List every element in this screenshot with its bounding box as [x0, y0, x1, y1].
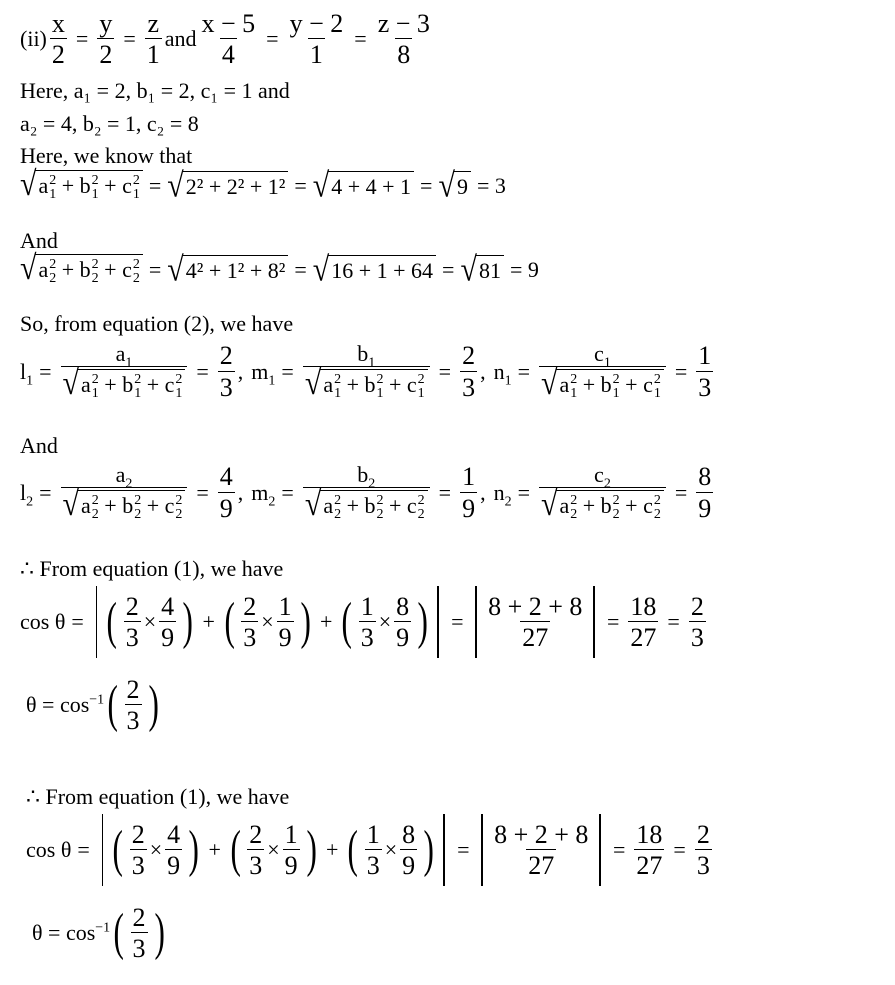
fraction: $b_1$ √ a 2 1 + b 2 1 + c 2 1 [303, 342, 430, 401]
fraction: $\frac{2}{3}$ [462, 341, 476, 402]
radical: √ 2² + 2² + 1² [167, 171, 288, 201]
radical: √ 4² + 1² + 8² [167, 255, 288, 285]
fraction: $\frac{x}{2}$ [51, 9, 65, 70]
cos-theta-equation-1: cos θ = ( 2 3 × 4 9 ) + ( 2 3 × 1 9 ) + ( 1 3 × 8 9 ) = 8 + 2 + 8 27 = $\frac{18}{27}$ = $\frac{2}{3}$ [20, 586, 709, 658]
fraction: $\frac{z}{1}$ [146, 9, 160, 70]
text-line: And [20, 228, 58, 253]
fraction: $a_1$ √ a 2 1 + b 2 1 + c 2 1 [61, 342, 188, 401]
part-label: (ii) [20, 26, 47, 52]
fraction: $\frac{2}{3}$ [219, 341, 233, 402]
radical: √ a 2 1 + b 2 1 + c 2 1 [20, 170, 143, 202]
cos-theta-equation-2: cos θ = ( 2 3 × 4 9 ) + ( 2 3 × 1 9 ) + ( 1 3 × 8 9 ) = 8 + 2 + 8 27 = $\frac{18}{27}$ = $\frac{2}{3}$ [26, 814, 715, 886]
theta-result-2: $\theta = \cos^{-1}$ ( 2 3 ) [32, 903, 165, 964]
fraction: $c_2$ √ a 2 2 + b 2 2 + c 2 2 [539, 463, 666, 522]
fraction: $\frac{x - 5}{4}$ [201, 9, 256, 70]
fraction: $\frac{1}{9}$ [462, 462, 476, 523]
direction-cosines-2: $l_2$ = $a_2$ √ a 2 2 + b 2 2 + c 2 2 = $\frac{4}{9}$ , $m_2$ = $b_2$ √ a 2 2 + b 2 2 + c 2 2 = $\frac{1}{9}$ , $n_2$ = $c_2$ √ a 2 2 + b 2 2 + c 2 2 = $\frac{8}{9}$ [20, 462, 712, 524]
fraction: $\frac{4}{9}$ [219, 462, 233, 523]
line-equations: (ii) $\frac{x}{2}$ = $\frac{y}{2}$ = $\frac{z}{1}$ and $\frac{x - 5}{4}$ = $\frac{y - 2}{1}$ = $\frac{z - 3}{8}$ [20, 9, 430, 70]
radical: √ 4 + 4 + 1 [313, 171, 414, 201]
fraction: $\frac{1}{3}$ [698, 341, 712, 402]
radical: √ a 2 2 + b 2 2 + c 2 2 [20, 254, 143, 286]
radical: √ 16 + 1 + 64 [313, 255, 436, 285]
text-line: And [20, 433, 58, 458]
radical: √ 9 [438, 171, 470, 201]
fraction: $\frac{y}{2}$ [99, 9, 113, 70]
fraction: $b_2$ √ a 2 2 + b 2 2 + c 2 2 [303, 463, 430, 522]
radical: √ 81 [460, 255, 503, 285]
text-line: ∴ From equation (1), we have [26, 784, 290, 809]
fraction: $\frac{y - 2}{1}$ [289, 9, 344, 70]
fraction: $c_1$ √ a 2 1 + b 2 1 + c 2 1 [539, 342, 666, 401]
text-line: ∴ From equation (1), we have [20, 556, 284, 581]
text-line: So, from equation (2), we have [20, 311, 294, 336]
text-line: Here, a₁ = 2, b₁ = 2, c₁ = 1 and [20, 78, 290, 103]
direction-cosines-1: $l_1$ = $a_1$ √ a 2 1 + b 2 1 + c 2 1 = $\frac{2}{3}$ , $m_1$ = $b_1$ √ a 2 1 + b 2 1 + c 2 1 = $\frac{2}{3}$ , $n_1$ = $c_1$ √ a 2 1 + b 2 1 + c 2 1 = $\frac{1}{3}$ [20, 341, 712, 403]
and-word: and [164, 26, 197, 52]
magnitude-equation-2: √ a 2 2 + b 2 2 + c 2 2 = √ 4² + 1² + 8² = √ 16 + 1 + 64 = √ 81 = 9 [20, 249, 539, 289]
fraction: $a_2$ √ a 2 2 + b 2 2 + c 2 2 [61, 463, 188, 522]
fraction: $\frac{8}{9}$ [698, 462, 712, 523]
magnitude-equation-1: √ a 2 1 + b 2 1 + c 2 1 = √ 2² + 2² + 1² = √ 4 + 4 + 1 = √ 9 = 3 [20, 165, 506, 205]
text-line: a₂ = 4, b₂ = 1, c₂ = 8 [20, 111, 199, 136]
fraction: $\frac{z - 3}{8}$ [377, 9, 430, 70]
theta-result-1: $\theta = \cos^{-1}$ ( 2 3 ) [26, 675, 159, 736]
text-line: Here, we know that [20, 143, 193, 168]
